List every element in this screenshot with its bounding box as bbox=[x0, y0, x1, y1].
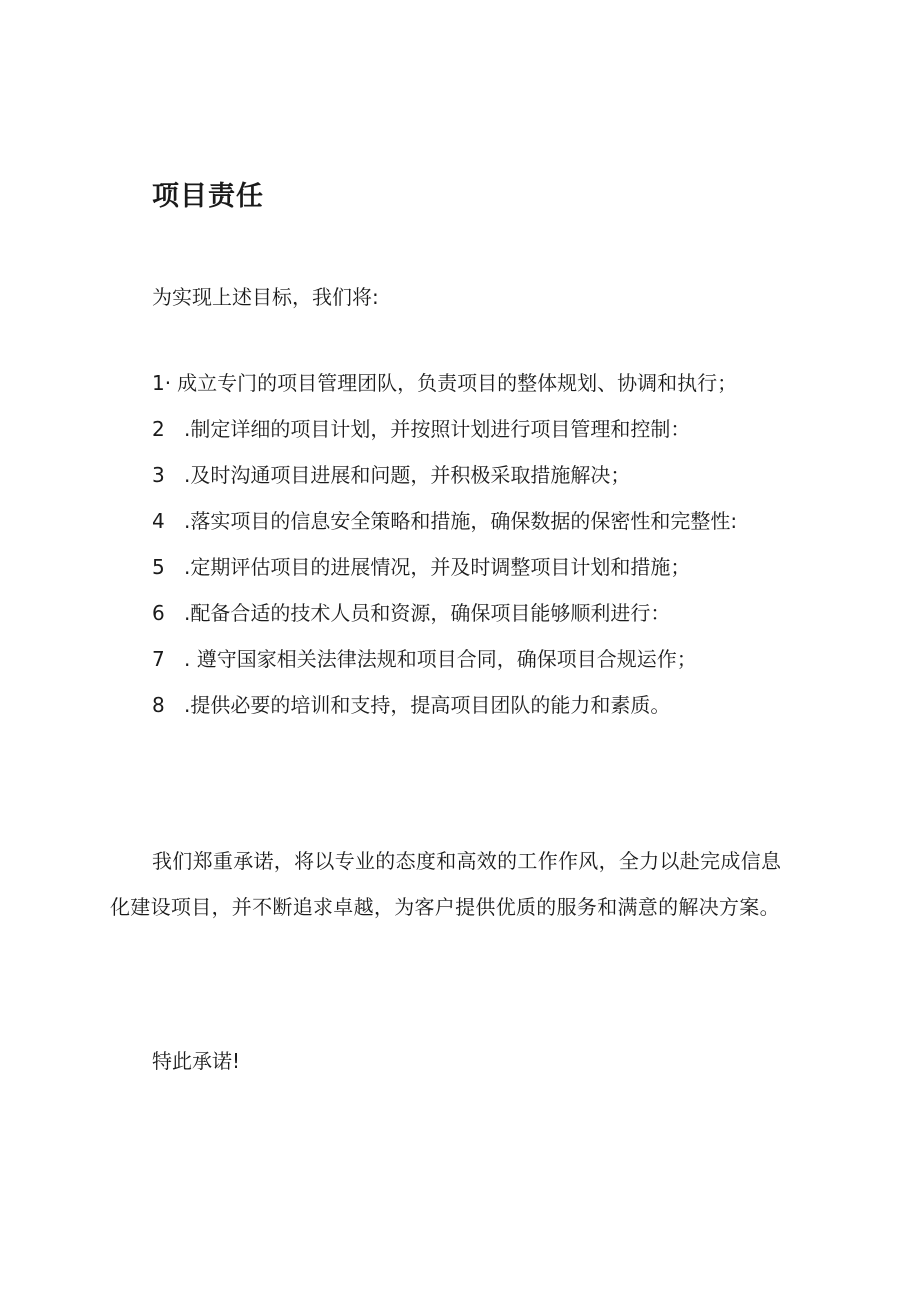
list-item-number: 1· bbox=[152, 371, 172, 395]
closing-statement: 特此承诺! bbox=[152, 1049, 241, 1073]
list-item-text: .提供必要的培训和支持，提高项目团队的能力和素质。 bbox=[184, 693, 671, 717]
list-item bbox=[110, 590, 810, 636]
list-item-number: 2 bbox=[152, 417, 165, 441]
list-item bbox=[110, 636, 810, 682]
list-item-text: .落实项目的信息安全策略和措施，确保数据的保密性和完整性: bbox=[184, 509, 738, 533]
list-item-number: 8 bbox=[152, 693, 165, 717]
list-item bbox=[110, 406, 810, 452]
list-item bbox=[110, 682, 810, 728]
list-item-text: 成立专门的项目管理团队，负责项目的整体规划、协调和执行； bbox=[177, 371, 738, 395]
list-item-number: 7 bbox=[152, 647, 165, 671]
section-heading: 项目责任 bbox=[152, 181, 264, 212]
list-item bbox=[110, 452, 810, 498]
responsibility-list bbox=[110, 360, 810, 728]
intro-paragraph: 为实现上述目标，我们将: bbox=[152, 285, 379, 309]
list-item-text: .制定详细的项目计划，并按照计划进行项目管理和控制： bbox=[184, 417, 691, 441]
list-item-text: . 遵守国家相关法律法规和项目合同，确保项目合规运作； bbox=[184, 647, 697, 671]
list-item-number: 5 bbox=[152, 555, 165, 579]
list-item bbox=[110, 360, 780, 406]
commitment-paragraph: 我们郑重承诺，将以专业的态度和高效的工作作风，全力以赴完成信息化建设项目，并不断追求卓越，为客户提供优质的服务和满意的解决方案。 bbox=[110, 849, 782, 919]
list-item-text: .及时沟通项目进展和问题，并积极采取措施解决； bbox=[184, 463, 631, 487]
list-item-number: 4 bbox=[152, 509, 165, 533]
list-item bbox=[110, 498, 810, 544]
list-item-number: 3 bbox=[152, 463, 165, 487]
list-item-text: .配备合适的技术人员和资源，确保项目能够顺利进行： bbox=[184, 601, 671, 625]
list-item-number: 6 bbox=[152, 601, 165, 625]
list-item-text: .定期评估项目的进展情况，并及时调整项目计划和措施； bbox=[184, 555, 691, 579]
list-item bbox=[110, 544, 810, 590]
